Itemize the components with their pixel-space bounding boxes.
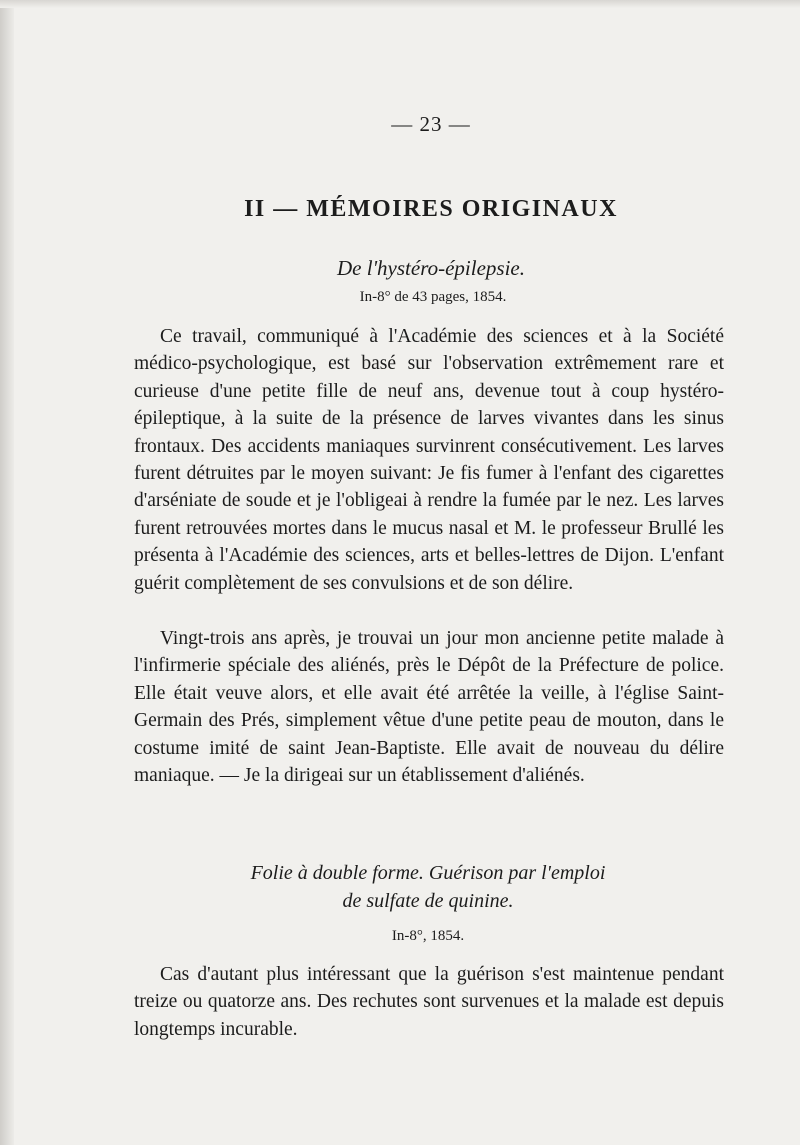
work-title-folie-double-forme bbox=[0, 859, 800, 915]
work-title-hystero-epilepsie: De l'hystéro-épilepsie. bbox=[337, 256, 525, 280]
work-publication-details: In-8° de 43 pages, 1854. bbox=[359, 289, 507, 305]
work-title-line: Folie à double forme. Guérison par l'emploi bbox=[250, 862, 606, 884]
page-number: — 23 — bbox=[391, 112, 471, 136]
page-left-edge-shadow bbox=[0, 0, 14, 1145]
page-top-edge-shadow bbox=[0, 0, 800, 8]
work-publication-details: In-8°, 1854. bbox=[391, 928, 465, 944]
body-paragraph: Ce travail, communiqué à l'Académie des sciences et à la Société médico-psychologique, est basé sur l'observation extrêmement rare et curieuse d'une petite fille de neuf ans, devenue tout à coup hystéro-épileptique, à la suite de la présence de larves vivantes dans les sinus frontaux. Des accidents maniaques survinrent consécutivement. Les larves furent détruites par le moyen suivant: Je fis fumer à l'enfant des cigarettes d'arséniate de soude et je l'obligeai à rendre la fumée par le nez. Les larves furent retrouvées mortes dans le mucus nasal et M. le professeur Brullé les présenta à l'Académie des sciences, arts et belles-lettres de Dijon. L'enfant guérit complètement de ses convulsions et de son délire. bbox=[134, 326, 724, 594]
body-paragraph: Vingt-trois ans après, je trouvai un jour mon ancienne petite malade à l'infirmerie spéciale des aliénés, près le Dépôt de la Préfecture de police. Elle était veuve alors, et elle avait été arrêtée la veille, à l'église Saint-Germain des Prés, simplement vêtue d'une petite peau de mouton, dans le costume imité de saint Jean-Baptiste. Elle avait de nouveau du délire maniaque. — Je la dirigeai sur un établissement d'aliénés. bbox=[134, 628, 724, 787]
section-title: II — MÉMOIRES ORIGINAUX bbox=[244, 196, 618, 222]
body-paragraph: Cas d'autant plus intéressant que la guérison s'est maintenue pendant treize ou quatorze ans. Des rechutes sont survenues et la malade est depuis longtemps incurable. bbox=[134, 964, 724, 1040]
work-title-line: de sulfate de quinine. bbox=[342, 890, 514, 912]
